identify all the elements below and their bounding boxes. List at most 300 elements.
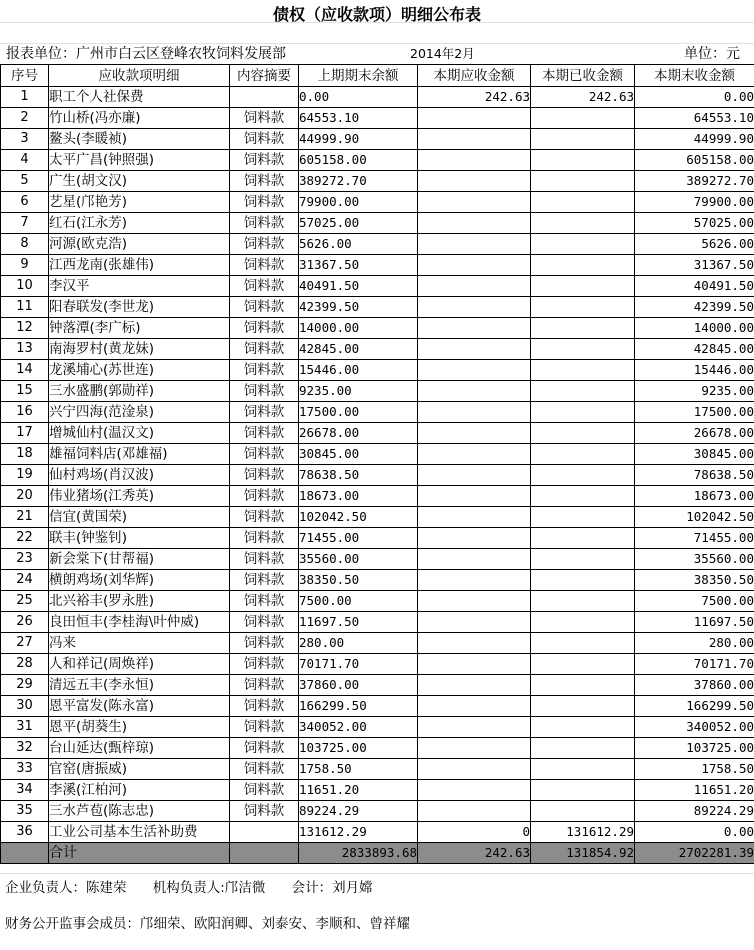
cell-due	[418, 276, 531, 297]
table-row	[1, 780, 754, 801]
cell-detail: 太平广昌(钟照强)	[49, 150, 230, 171]
cell-received	[531, 150, 635, 171]
gridline	[0, 873, 754, 874]
cell-due	[418, 423, 531, 444]
cell-received	[531, 465, 635, 486]
cell-received	[531, 444, 635, 465]
cell-prev-balance: 131612.29	[299, 822, 418, 843]
cell-seq: 35	[1, 801, 49, 822]
cell-seq: 17	[1, 423, 49, 444]
cell-detail: 冯来	[49, 633, 230, 654]
table-row	[1, 507, 754, 528]
table-row	[1, 528, 754, 549]
cell-received	[531, 654, 635, 675]
table-row	[1, 612, 754, 633]
cell-end-balance: 1758.50	[635, 759, 754, 780]
cell-detail: 龙溪埔心(苏世连)	[49, 360, 230, 381]
cell-end-balance: 70171.70	[635, 654, 754, 675]
table-row	[1, 402, 754, 423]
cell-prev-balance: 42399.50	[299, 297, 418, 318]
cell-seq: 5	[1, 171, 49, 192]
cell-prev-balance: 17500.00	[299, 402, 418, 423]
cell-end-balance: 18673.00	[635, 486, 754, 507]
cell-received	[531, 801, 635, 822]
cell-due	[418, 360, 531, 381]
cell-prev-balance: 64553.10	[299, 108, 418, 129]
table-row	[1, 717, 754, 738]
cell-summary: 饲料款	[230, 402, 299, 423]
cell-due	[418, 696, 531, 717]
cell-prev-balance: 15446.00	[299, 360, 418, 381]
table-row	[1, 801, 754, 822]
cell-received	[531, 234, 635, 255]
cell-prev-balance: 44999.90	[299, 129, 418, 150]
cell-seq: 1	[1, 87, 49, 108]
cell-detail: 信宜(黄国荣)	[49, 507, 230, 528]
cell-seq	[1, 843, 49, 864]
cell-prev-balance: 79900.00	[299, 192, 418, 213]
cell-seq: 28	[1, 654, 49, 675]
table-row	[1, 591, 754, 612]
cell-detail: 李溪(江柏河)	[49, 780, 230, 801]
cell-seq: 24	[1, 570, 49, 591]
cell-summary: 饲料款	[230, 318, 299, 339]
table-row	[1, 423, 754, 444]
cell-summary: 饲料款	[230, 360, 299, 381]
cell-due	[418, 633, 531, 654]
gridline	[0, 22, 754, 23]
cell-due	[418, 570, 531, 591]
cell-detail: 河源(欧克浩)	[49, 234, 230, 255]
table-row	[1, 255, 754, 276]
cell-end-balance: 38350.50	[635, 570, 754, 591]
cell-due	[418, 528, 531, 549]
cell-end-balance: 79900.00	[635, 192, 754, 213]
cell-end-balance: 605158.00	[635, 150, 754, 171]
cell-seq: 32	[1, 738, 49, 759]
cell-end-balance: 40491.50	[635, 276, 754, 297]
table-row	[1, 570, 754, 591]
cell-detail: 职工个人社保费	[49, 87, 230, 108]
cell-end-balance: 26678.00	[635, 423, 754, 444]
total-row	[1, 843, 754, 864]
cell-prev-balance: 18673.00	[299, 486, 418, 507]
cell-due	[418, 318, 531, 339]
cell-due	[418, 213, 531, 234]
cell-end-balance: 14000.00	[635, 318, 754, 339]
cell-seq: 27	[1, 633, 49, 654]
cell-seq: 3	[1, 129, 49, 150]
cell-due	[418, 801, 531, 822]
cell-summary: 饲料款	[230, 528, 299, 549]
cell-detail: 雄福饲料店(邓雄福)	[49, 444, 230, 465]
cell-prev-balance: 26678.00	[299, 423, 418, 444]
cell-end-balance: 31367.50	[635, 255, 754, 276]
cell-summary: 饲料款	[230, 381, 299, 402]
cell-detail: 江西龙南(张雄伟)	[49, 255, 230, 276]
currency-unit: 单位：元	[684, 46, 740, 62]
report-meta	[0, 44, 754, 64]
cell-end-balance: 166299.50	[635, 696, 754, 717]
col-header-seq: 序号	[1, 65, 49, 87]
cell-prev-balance: 31367.50	[299, 255, 418, 276]
cell-seq: 11	[1, 297, 49, 318]
cell-prev-balance: 11697.50	[299, 612, 418, 633]
receivables-table	[0, 64, 754, 864]
cell-due: 242.63	[418, 87, 531, 108]
cell-prev-balance: 103725.00	[299, 738, 418, 759]
cell-due	[418, 171, 531, 192]
cell-detail: 红石(江永芳)	[49, 213, 230, 234]
cell-summary: 饲料款	[230, 486, 299, 507]
cell-received	[531, 591, 635, 612]
col-header-prev-balance: 上期期末余额	[299, 65, 418, 87]
cell-end-balance: 5626.00	[635, 234, 754, 255]
table-row	[1, 234, 754, 255]
cell-due	[418, 717, 531, 738]
cell-detail: 仙村鸡场(肖汉波)	[49, 465, 230, 486]
cell-end-balance: 42399.50	[635, 297, 754, 318]
cell-seq: 21	[1, 507, 49, 528]
cell-received	[531, 297, 635, 318]
cell-end-balance: 103725.00	[635, 738, 754, 759]
col-header-summary: 内容摘要	[230, 65, 299, 87]
cell-seq: 14	[1, 360, 49, 381]
cell-prev-balance: 7500.00	[299, 591, 418, 612]
cell-summary: 饲料款	[230, 591, 299, 612]
cell-prev-balance: 340052.00	[299, 717, 418, 738]
cell-received	[531, 318, 635, 339]
table-row	[1, 381, 754, 402]
cell-end-balance: 64553.10	[635, 108, 754, 129]
cell-end-balance: 11651.20	[635, 780, 754, 801]
cell-seq: 6	[1, 192, 49, 213]
table-row	[1, 318, 754, 339]
table-body	[1, 87, 754, 864]
cell-due	[418, 192, 531, 213]
cell-due	[418, 297, 531, 318]
cell-detail: 良田恒丰(李桂海\叶仲威)	[49, 612, 230, 633]
cell-due	[418, 108, 531, 129]
cell-prev-balance: 5626.00	[299, 234, 418, 255]
table-row	[1, 759, 754, 780]
cell-summary	[230, 822, 299, 843]
cell-received: 242.63	[531, 87, 635, 108]
cell-seq: 34	[1, 780, 49, 801]
cell-received	[531, 108, 635, 129]
cell-seq: 22	[1, 528, 49, 549]
table-row	[1, 696, 754, 717]
cell-received	[531, 528, 635, 549]
cell-received	[531, 213, 635, 234]
table-row	[1, 822, 754, 843]
cell-received	[531, 276, 635, 297]
cell-detail: 恩平(胡葵生)	[49, 717, 230, 738]
cell-summary: 饲料款	[230, 234, 299, 255]
table-row	[1, 675, 754, 696]
cell-seq: 10	[1, 276, 49, 297]
cell-seq: 12	[1, 318, 49, 339]
cell-prev-balance: 71455.00	[299, 528, 418, 549]
cell-detail: 伟业猪场(江秀英)	[49, 486, 230, 507]
cell-prev-balance: 1758.50	[299, 759, 418, 780]
cell-due	[418, 549, 531, 570]
cell-summary: 饲料款	[230, 696, 299, 717]
cell-due	[418, 234, 531, 255]
cell-received	[531, 570, 635, 591]
table-row	[1, 297, 754, 318]
cell-end-balance: 7500.00	[635, 591, 754, 612]
cell-summary: 饲料款	[230, 633, 299, 654]
table-row	[1, 129, 754, 150]
cell-seq: 18	[1, 444, 49, 465]
table-row	[1, 192, 754, 213]
cell-received	[531, 717, 635, 738]
cell-due	[418, 759, 531, 780]
cell-detail: 三水盛鹏(郭勋祥)	[49, 381, 230, 402]
cell-prev-balance: 9235.00	[299, 381, 418, 402]
cell-prev-balance: 280.00	[299, 633, 418, 654]
cell-due	[418, 381, 531, 402]
cell-due	[418, 402, 531, 423]
cell-detail: 横朗鸡场(刘华辉)	[49, 570, 230, 591]
cell-detail: 李汉平	[49, 276, 230, 297]
cell-end-balance: 280.00	[635, 633, 754, 654]
cell-seq: 29	[1, 675, 49, 696]
total-prev-balance: 2833893.68	[299, 843, 418, 864]
cell-detail: 增城仙村(温汉文)	[49, 423, 230, 444]
cell-prev-balance: 166299.50	[299, 696, 418, 717]
cell-received	[531, 192, 635, 213]
cell-due	[418, 738, 531, 759]
cell-detail: 艺星(邝艳芳)	[49, 192, 230, 213]
cell-end-balance: 9235.00	[635, 381, 754, 402]
cell-end-balance: 44999.90	[635, 129, 754, 150]
cell-prev-balance: 70171.70	[299, 654, 418, 675]
cell-seq: 8	[1, 234, 49, 255]
table-row	[1, 339, 754, 360]
cell-seq: 25	[1, 591, 49, 612]
cell-summary: 饲料款	[230, 171, 299, 192]
cell-end-balance: 30845.00	[635, 444, 754, 465]
cell-received	[531, 780, 635, 801]
table-row	[1, 360, 754, 381]
cell-detail: 北兴裕丰(罗永胜)	[49, 591, 230, 612]
table-row	[1, 486, 754, 507]
cell-summary: 饲料款	[230, 780, 299, 801]
cell-end-balance: 37860.00	[635, 675, 754, 696]
table-row	[1, 738, 754, 759]
cell-received	[531, 381, 635, 402]
cell-detail: 兴宁四海(范淦泉)	[49, 402, 230, 423]
cell-seq: 26	[1, 612, 49, 633]
cell-summary: 饲料款	[230, 255, 299, 276]
cell-seq: 20	[1, 486, 49, 507]
cell-detail: 阳春联发(李世龙)	[49, 297, 230, 318]
cell-end-balance: 0.00	[635, 822, 754, 843]
cell-due	[418, 675, 531, 696]
cell-seq: 2	[1, 108, 49, 129]
cell-detail: 鳌头(李暖祯)	[49, 129, 230, 150]
cell-prev-balance: 89224.29	[299, 801, 418, 822]
cell-summary: 饲料款	[230, 276, 299, 297]
cell-end-balance: 89224.29	[635, 801, 754, 822]
cell-seq: 9	[1, 255, 49, 276]
cell-prev-balance: 14000.00	[299, 318, 418, 339]
cell-summary: 饲料款	[230, 150, 299, 171]
cell-end-balance: 11697.50	[635, 612, 754, 633]
cell-seq: 23	[1, 549, 49, 570]
cell-summary: 饲料款	[230, 108, 299, 129]
cell-prev-balance: 37860.00	[299, 675, 418, 696]
cell-end-balance: 389272.70	[635, 171, 754, 192]
total-due: 242.63	[418, 843, 531, 864]
cell-seq: 30	[1, 696, 49, 717]
org-head: 机构负责人:邝洁微	[152, 880, 266, 896]
cell-summary: 饲料款	[230, 738, 299, 759]
cell-received	[531, 633, 635, 654]
total-received: 131854.92	[531, 843, 635, 864]
cell-end-balance: 15446.00	[635, 360, 754, 381]
cell-received	[531, 738, 635, 759]
cell-summary: 饲料款	[230, 297, 299, 318]
cell-due	[418, 339, 531, 360]
cell-detail: 竹山桥(冯亦廉)	[49, 108, 230, 129]
cell-received	[531, 402, 635, 423]
cell-seq: 36	[1, 822, 49, 843]
cell-prev-balance: 57025.00	[299, 213, 418, 234]
cell-received	[531, 486, 635, 507]
cell-seq: 33	[1, 759, 49, 780]
cell-due	[418, 507, 531, 528]
total-end-balance: 2702281.39	[635, 843, 754, 864]
cell-end-balance: 102042.50	[635, 507, 754, 528]
cell-end-balance: 35560.00	[635, 549, 754, 570]
cell-prev-balance: 102042.50	[299, 507, 418, 528]
accountant: 会计：刘月嫦	[291, 880, 373, 896]
cell-prev-balance: 30845.00	[299, 444, 418, 465]
cell-summary: 饲料款	[230, 759, 299, 780]
table-row	[1, 549, 754, 570]
cell-due	[418, 129, 531, 150]
table-row	[1, 276, 754, 297]
cell-detail: 联丰(钟鉴钊)	[49, 528, 230, 549]
signatures	[5, 876, 373, 896]
cell-end-balance: 42845.00	[635, 339, 754, 360]
cell-summary: 饲料款	[230, 444, 299, 465]
table-row	[1, 444, 754, 465]
cell-received	[531, 549, 635, 570]
cell-seq: 31	[1, 717, 49, 738]
cell-summary: 饲料款	[230, 675, 299, 696]
cell-detail: 广生(胡文汉)	[49, 171, 230, 192]
cell-due	[418, 780, 531, 801]
cell-prev-balance: 40491.50	[299, 276, 418, 297]
cell-seq: 15	[1, 381, 49, 402]
cell-summary: 饲料款	[230, 717, 299, 738]
cell-received	[531, 255, 635, 276]
cell-detail: 人和祥记(周焕祥)	[49, 654, 230, 675]
cell-due	[418, 465, 531, 486]
cell-summary	[230, 87, 299, 108]
total-label: 合计	[49, 843, 230, 864]
col-header-received: 本期已收金额	[531, 65, 635, 87]
cell-seq: 19	[1, 465, 49, 486]
cell-received	[531, 423, 635, 444]
cell-detail: 南海罗村(黄龙妹)	[49, 339, 230, 360]
table-header-row	[1, 65, 754, 87]
cell-summary: 饲料款	[230, 612, 299, 633]
cell-end-balance: 340052.00	[635, 717, 754, 738]
cell-summary: 饲料款	[230, 507, 299, 528]
cell-prev-balance: 11651.20	[299, 780, 418, 801]
cell-detail: 清远五丰(李永恒)	[49, 675, 230, 696]
cell-summary: 饲料款	[230, 549, 299, 570]
table-row	[1, 108, 754, 129]
cell-end-balance: 57025.00	[635, 213, 754, 234]
cell-prev-balance: 78638.50	[299, 465, 418, 486]
page-title: 债权（应收款项）明细公布表	[272, 5, 481, 24]
cell-due	[418, 486, 531, 507]
cell-received	[531, 129, 635, 150]
cell-due: 0	[418, 822, 531, 843]
enterprise-head: 企业负责人：陈建荣	[5, 880, 127, 896]
cell-end-balance: 71455.00	[635, 528, 754, 549]
table-row	[1, 213, 754, 234]
cell-detail: 三水芦苞(陈志忠)	[49, 801, 230, 822]
cell-seq: 7	[1, 213, 49, 234]
table-row	[1, 150, 754, 171]
report-period: 2014年2月	[410, 46, 475, 61]
cell-detail: 钟落潭(李广标)	[49, 318, 230, 339]
cell-detail: 台山延达(甄梓琼)	[49, 738, 230, 759]
cell-prev-balance: 38350.50	[299, 570, 418, 591]
cell-detail: 恩平富发(陈永富)	[49, 696, 230, 717]
cell-received	[531, 339, 635, 360]
cell-summary: 饲料款	[230, 801, 299, 822]
cell-due	[418, 654, 531, 675]
col-header-end-balance: 本期末收金额	[635, 65, 754, 87]
cell-summary: 饲料款	[230, 570, 299, 591]
table-row	[1, 87, 754, 108]
cell-summary: 饲料款	[230, 339, 299, 360]
cell-received	[531, 360, 635, 381]
cell-detail: 官窑(唐振威)	[49, 759, 230, 780]
cell-summary: 饲料款	[230, 654, 299, 675]
cell-due	[418, 591, 531, 612]
cell-summary: 饲料款	[230, 129, 299, 150]
cell-summary	[230, 843, 299, 864]
cell-summary: 饲料款	[230, 423, 299, 444]
cell-prev-balance: 0.00	[299, 87, 418, 108]
cell-prev-balance: 389272.70	[299, 171, 418, 192]
cell-due	[418, 255, 531, 276]
table-row	[1, 654, 754, 675]
cell-received: 131612.29	[531, 822, 635, 843]
cell-due	[418, 444, 531, 465]
cell-due	[418, 150, 531, 171]
cell-end-balance: 17500.00	[635, 402, 754, 423]
cell-seq: 16	[1, 402, 49, 423]
cell-prev-balance: 42845.00	[299, 339, 418, 360]
cell-received	[531, 171, 635, 192]
cell-received	[531, 612, 635, 633]
supervisory-members: 财务公开监事会成员：邝细荣、欧阳润卿、刘泰安、李顺和、曾祥耀	[5, 916, 410, 932]
cell-summary: 饲料款	[230, 465, 299, 486]
col-header-detail: 应收款项明细	[49, 65, 230, 87]
cell-due	[418, 612, 531, 633]
cell-received	[531, 507, 635, 528]
